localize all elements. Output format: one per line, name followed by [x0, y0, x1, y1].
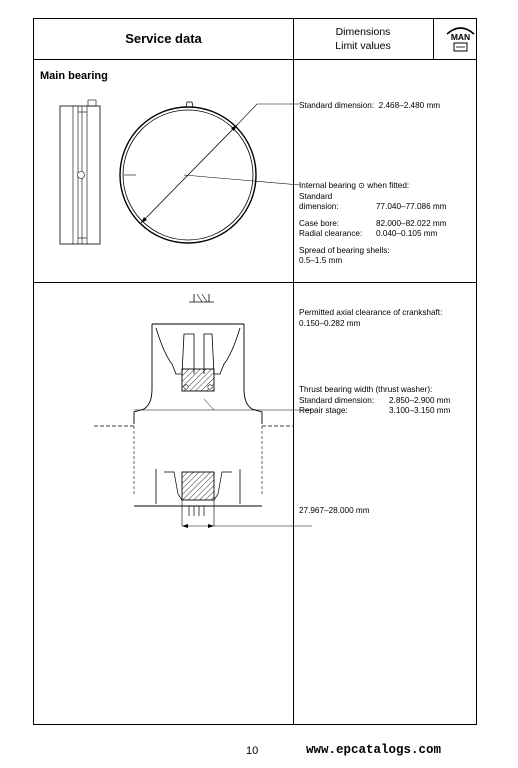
- page-title: Service data: [125, 31, 202, 46]
- section-title-main-bearing: Main bearing: [40, 70, 108, 82]
- standard-dimension-spec: [299, 101, 440, 112]
- page-number: 10: [246, 745, 259, 757]
- std-dim-label: Standard dimension:: [299, 101, 375, 110]
- radial-clearance-label: Radial clearance:: [299, 229, 363, 238]
- standard-label: Standard: [299, 191, 333, 201]
- man-logo-icon: [443, 19, 478, 59]
- repair-stage-value: 3.100–3.150 mm: [389, 406, 451, 415]
- man-logo: [443, 19, 478, 59]
- header-dimensions-label: Dimensions: [335, 26, 391, 38]
- dimension-value: 77.040–77.086 mm: [376, 202, 447, 211]
- axial-clearance-value: 0.150–0.282 mm: [299, 318, 361, 328]
- header-divider: [34, 59, 476, 60]
- thrust-std-label: Standard dimension:: [299, 395, 375, 405]
- logo-divider: [433, 19, 434, 59]
- axial-clearance-spec: [299, 308, 442, 329]
- spread-value: 0.5–1.5 mm: [299, 256, 343, 265]
- internal-bearing-label: Internal bearing ⊙ when fitted:: [299, 181, 410, 190]
- footer-url[interactable]: www.epcatalogs.com: [306, 743, 442, 757]
- logo-text: MAN: [450, 32, 471, 42]
- header-dimensions: [293, 25, 433, 53]
- thrust-bearing-spec: [299, 385, 469, 417]
- std-dim-value: 2.468–2.480 mm: [378, 101, 441, 110]
- case-bore-value: 82.000–82.022 mm: [376, 218, 447, 228]
- header-limit-values-label: Limit values: [335, 40, 391, 52]
- thrust-std-value: 2.850–2.900 mm: [389, 395, 451, 405]
- width-dimension-spec: [299, 506, 370, 517]
- internal-bearing-spec: [299, 181, 469, 267]
- dimension-label: dimension:: [299, 202, 339, 211]
- repair-stage-label: Repair stage:: [299, 406, 348, 415]
- axial-clearance-label: Permitted axial clearance of crankshaft:: [299, 308, 443, 317]
- service-data-table: [33, 18, 477, 725]
- section-divider: [34, 282, 476, 283]
- case-bore-label: Case bore:: [299, 218, 340, 228]
- radial-clearance-value: 0.040–0.105 mm: [376, 229, 438, 238]
- spread-label: Spread of bearing shells:: [299, 245, 390, 255]
- width-dimension-value: 27.967–28.000 mm: [299, 506, 370, 515]
- thrust-bearing-label: Thrust bearing width (thrust washer):: [299, 385, 433, 394]
